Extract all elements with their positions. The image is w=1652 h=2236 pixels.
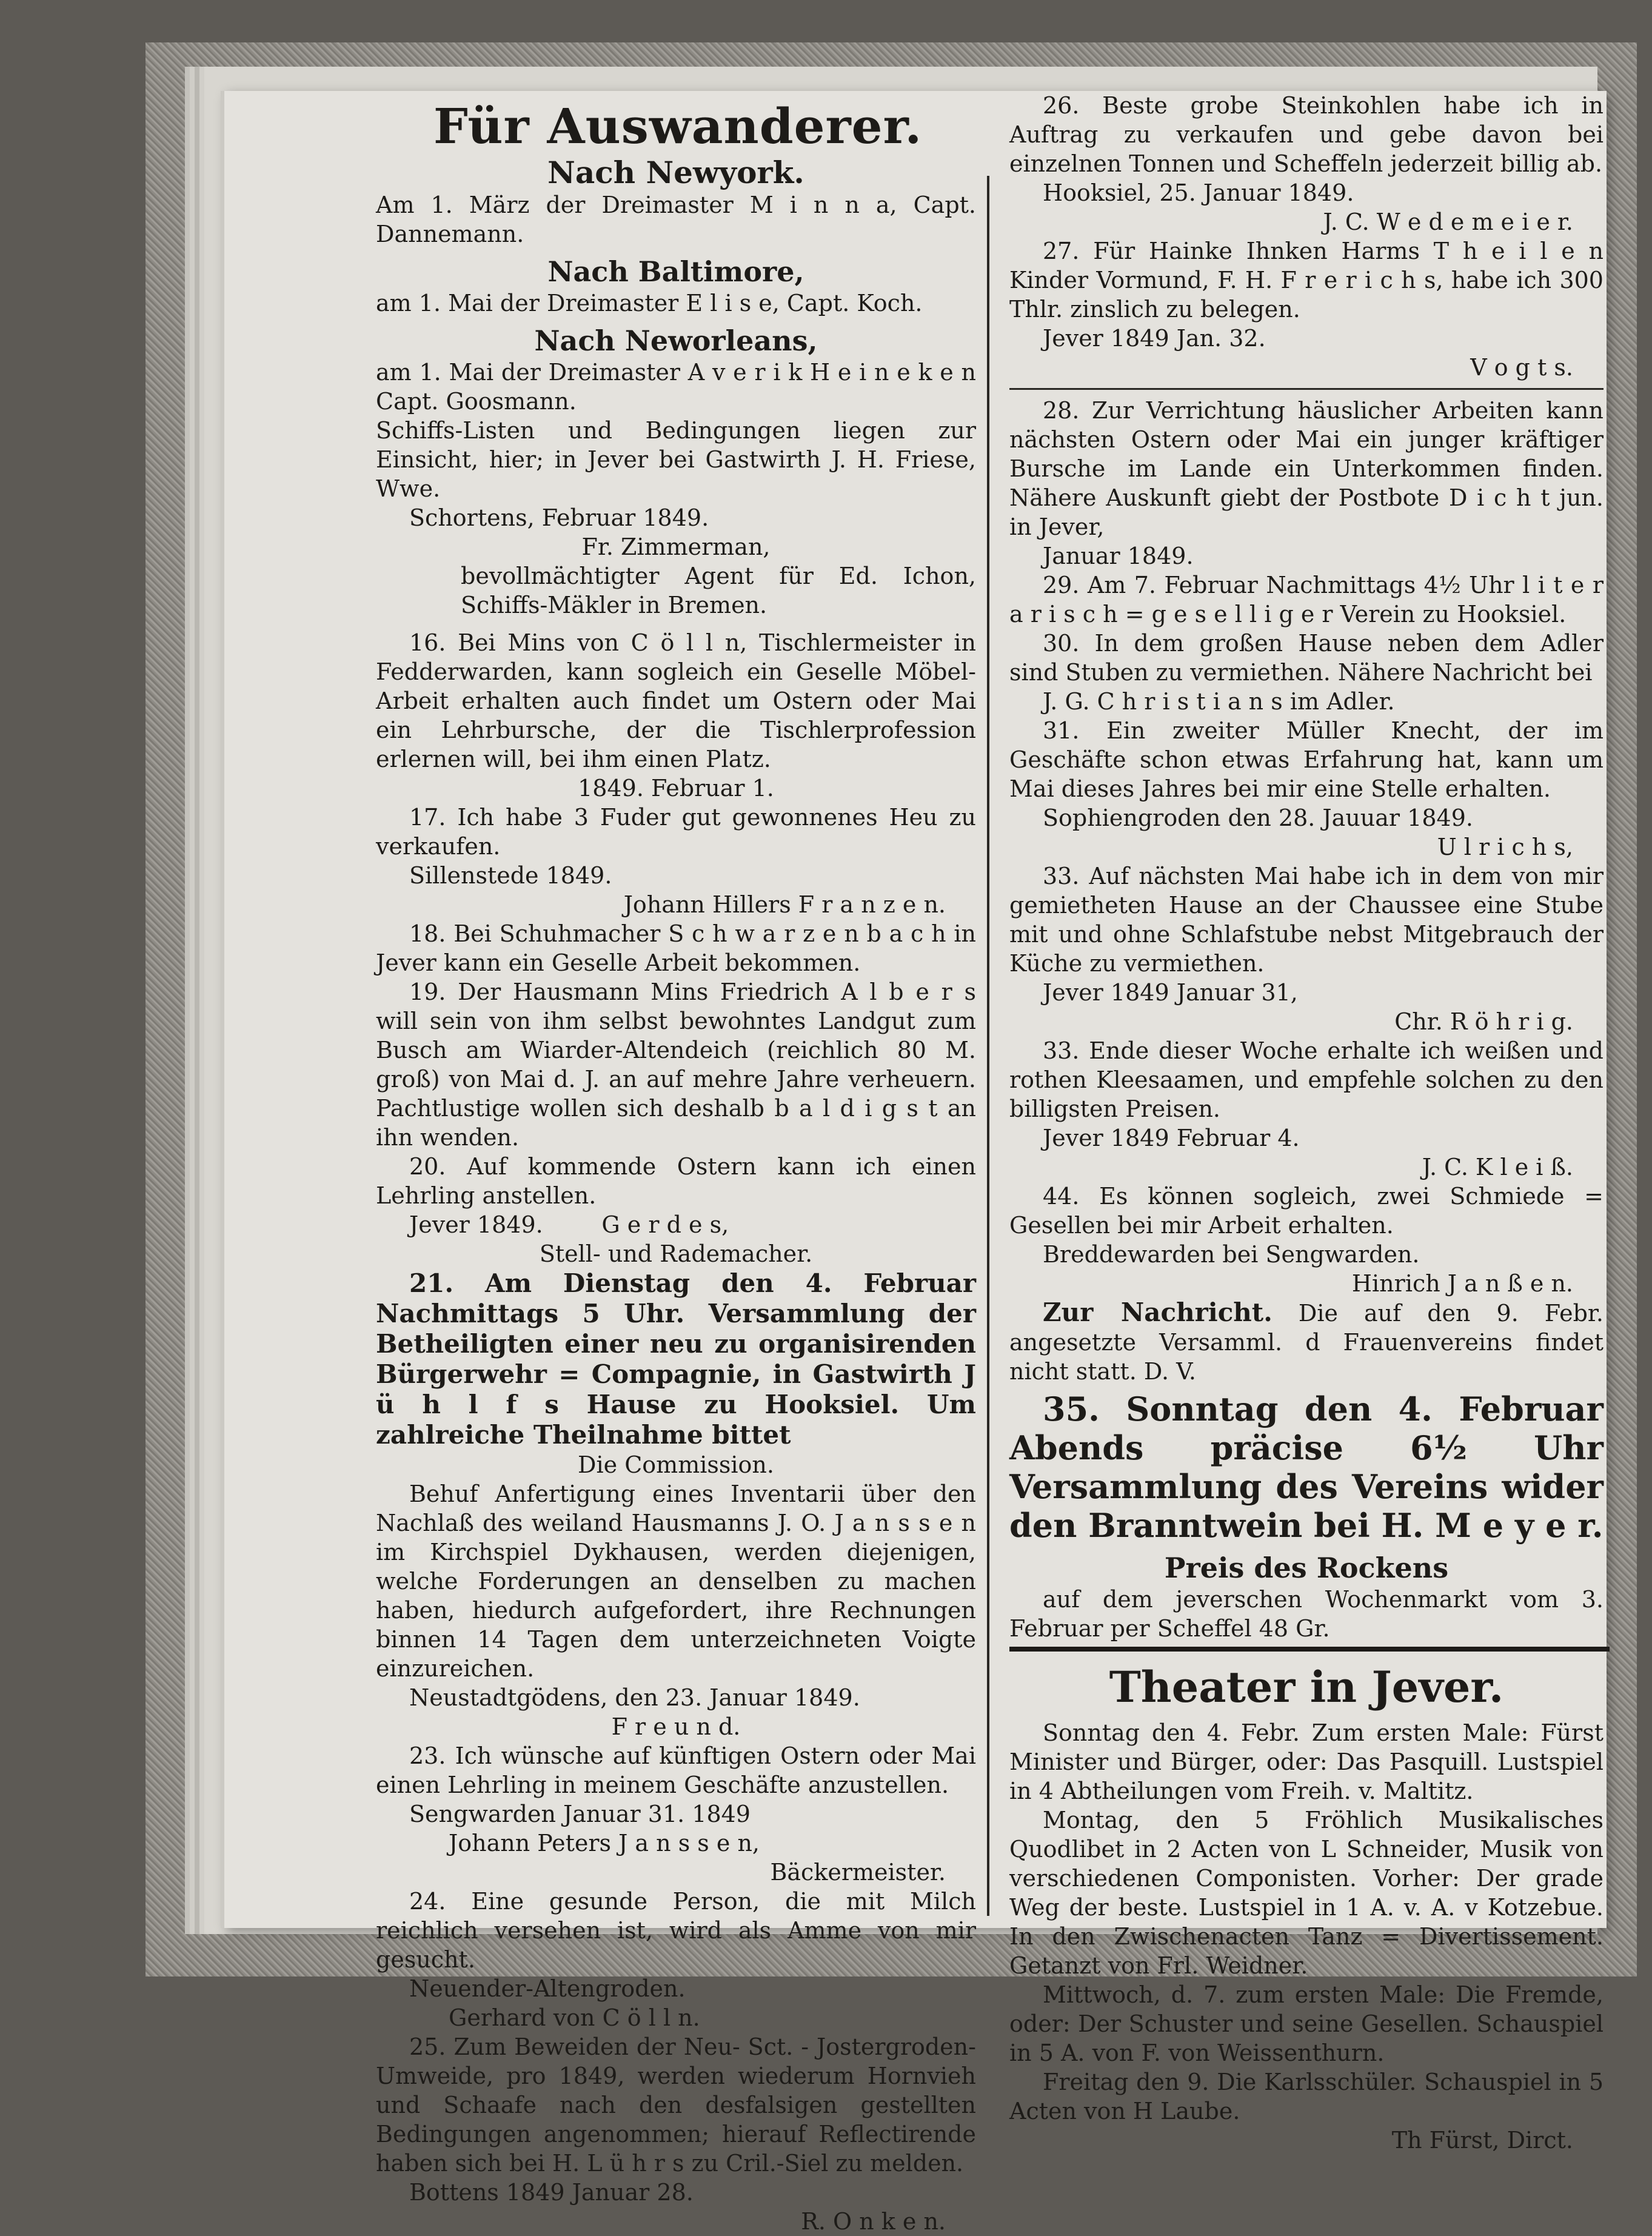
ad-17: 17. Ich habe 3 Fuder gut gewonnenes Heu zu verkaufen. [376,804,976,860]
ad-19: 19. Der Hausmann Mins Friedrich A l b e r s will sein von ihm selbst bewohntes Landgut zum Busch am Wiarder-Altendeich (reichlich 80 M. groß) von Mai d. J. an auf mehre Jahre verheuern. Pachtlustige wollen sich deshalb b a l d i g s t an ihn wenden. [376,979,976,1151]
theater-sunday: Sonntag den 4. Febr. Zum ersten Male: Fürst Minister und Bürger, oder: Das Pasquill. Lustspiel in 4 Abtheilungen vom Freih. v. Maltitz. [1009,1719,1604,1804]
ad-31-signature: U l r i c h s, [1437,834,1573,860]
ad-29: 29. Am 7. Februar Nachmittags 4½ Uhr l i t e r a r i s c h = g e s e l l i g e r Verein zu Hooksiel. [1009,572,1604,628]
text-conditions: Schiffs-Listen und Bedingungen liegen zur Einsicht, hier; in Jever bei Gastwirth J. H. Friese, Wwe. [376,417,976,502]
theater-wednesday: Mittwoch, d. 7. zum ersten Male: Die Fremde, oder: Der Schuster und seine Gesellen. Schauspiel in 5 A. von F. von Weissenthurn. [1009,1981,1604,2066]
ad-30: 30. In dem großen Hause neben dem Adler sind Stuben zu vermiethen. Nähere Nachricht bei [1009,630,1604,686]
ad-20: 20. Auf kommende Ostern kann ich einen Lehrling anstellen. [376,1153,976,1209]
theater-signature: Th Fürst, Dirct. [1391,2127,1573,2154]
ad-25-date: Bottens 1849 Januar 28. [409,2179,694,2206]
text-preis: auf dem jeverschen Wochenmarkt vom 3. Februar per Scheffel 48 Gr. [1009,1586,1604,1642]
ad-35: 35. Sonntag den 4. Februar Abends präcise 6½ Uhr Versammlung des Vereins wider den Branntwein bei H. M e y e r. [1009,1390,1604,1545]
rule-theater [1009,1647,1610,1652]
ad-24-place: Neuender-Altengroden. [409,1975,686,2002]
notice-inventar-signature: F r e u n d. [611,1713,741,1740]
notice-nachricht [1009,1298,1604,1386]
ad-44: 44. Es können sogleich, zwei Schmiede = Gesellen bei mir Arbeit erhalten. [1009,1183,1604,1239]
ad-23: 23. Ich wünsche auf künftigen Ostern oder Mai einen Lehrling in meinem Geschäfte anzustellen. [376,1742,976,1798]
page-title: Für Auswanderer. [433,98,923,155]
ad-26: 26. Beste grobe Steinkohlen habe ich in Auftrag zu verkaufen und gebe davon bei einzelnen Tonnen und Scheffeln jederzeit billig ab. [1009,92,1604,177]
ad-24-signature: Gerhard von C ö l l n. [449,2004,700,2031]
notice-nachricht-label: Zur Nachricht. [1043,1297,1272,1327]
ad-23-signature-2: Bäckermeister. [770,1859,946,1886]
theater-monday: Montag, den 5 Fröhlich Musikalisches Quodlibet in 2 Acten von L Schneider, Musik von verschiedenen Componisten. Vorher: Der grade Weg der beste. Lustspiel in 1 A. v. A. v Kotzebue. In den Zwischenacten Tanz = Divertissement. Getanzt von Frl. Weidner. [1009,1807,1604,1979]
ad-23-signature: Johann Peters J a n s s e n, [449,1830,760,1856]
ad-44-place: Breddewarden bei Sengwarden. [1043,1241,1420,1268]
text-baltimore: am 1. Mai der Dreimaster E l i s e, Capt. Koch. [376,290,923,316]
ad-31: 31. Ein zweiter Müller Knecht, der im Geschäfte schon etwas Erfahrung hat, kann um Mai dieses Jahres bei mir eine Stelle erhalten. [1009,717,1604,802]
ad-17-place: Sillenstede 1849. [409,862,612,889]
rule-ad-27 [1009,388,1604,390]
heading-preis: Preis des Rockens [1164,1551,1449,1584]
ad-33a: 33. Auf nächsten Mai habe ich in dem von mir gemietheten Hause an der Chaussee eine Stube mit und ohne Schlafstube nebst Mitgebrauch der Küche zu vermiethen. [1009,863,1604,977]
ad-26-date: Hooksiel, 25. Januar 1849. [1043,179,1354,206]
ad-27-signature: V o g t s. [1470,354,1573,381]
ad-33b: 33. Ende dieser Woche erhalte ich weißen und rothen Kleesaamen, und empfehle solchen zu den billigsten Preisen. [1009,1037,1604,1122]
ad-21-signature: Die Commission. [578,1451,774,1478]
ad-16: 16. Bei Mins von C ö l l n, Tischlermeister in Fedderwarden, kann sogleich ein Geselle Möbel-Arbeit erhalten auch findet um Ostern oder Mai ein Lehrbursche, der die Tischlerprofession erlernen will, bei ihm einen Platz. [376,629,976,772]
right-column [1009,91,1604,2155]
theater-friday: Freitag den 9. Die Karlsschüler. Schauspiel in 5 Acten von H Laube. [1009,2069,1604,2124]
ad-20-signature: G e r d e s, [601,1211,729,1238]
notice-inventar-date: Neustadtgödens, den 23. Januar 1849. [409,1684,860,1711]
heading-theater: Theater in Jever. [1109,1662,1504,1712]
ad-44-signature: Hinrich J a n ß e n. [1351,1270,1573,1297]
text-newyork: Am 1. März der Dreimaster M i n n a, Capt. Dannemann. [376,192,976,247]
ad-20-date [376,1210,976,1239]
text-agent: bevollmächtigter Agent für Ed. Ichon, Schiffs-Mäkler in Bremen. [461,563,976,618]
ad-21: 21. Am Dienstag den 4. Februar Nachmittags 5 Uhr. Versammlung der Betheiligten einer neu zu organisirenden Bürgerwehr = Compagnie, in Gastwirth J ü h l f s Hause zu Hooksiel. Um zahlreiche Theilnahme bittet [376,1268,976,1450]
notice-inventar: Behuf Anfertigung eines Inventarii über den Nachlaß des weiland Hausmanns J. O. J a n s s e n im Kirchspiel Dykhausen, werden diejenigen, welche Forderungen an denselben zu machen haben, hiedurch aufgefordert, ihre Rechnungen binnen 14 Tagen dem unterzeichneten Voigte einzureichen. [376,1481,976,1682]
ad-33a-date: Jever 1849 Januar 31, [1043,979,1298,1006]
ad-20-date-text: Jever 1849. [409,1211,543,1238]
heading-newyork: Nach Newyork. [547,155,804,190]
ad-23-date: Sengwarden Januar 31. 1849 [409,1801,751,1827]
ad-18: 18. Bei Schuhmacher S c h w a r z e n b a c h in Jever kann ein Geselle Arbeit bekommen. [376,920,976,976]
ad-20-signature-2: Stell- und Rademacher. [539,1240,813,1267]
ad-30-signature: J. G. C h r i s t i a n s im Adler. [1043,688,1395,715]
ad-28: 28. Zur Verrichtung häuslicher Arbeiten kann nächsten Ostern oder Mai ein junger kräftiger Bursche im Lande ein Unterkommen finden. Nähere Auskunft giebt der Postbote D i c h t jun. in Jever, [1009,397,1604,540]
ad-17-signature: Johann Hillers F r a n z e n. [623,891,946,918]
ad-24: 24. Eine gesunde Person, die mit Milch reichlich versehen ist, wird als Amme von mir gesucht. [376,1888,976,1973]
signature-zimmerman: Fr. Zimmerman, [581,534,771,560]
heading-baltimore: Nach Baltimore, [547,255,804,288]
ad-33b-signature: J. C. K l e i ß. [1422,1154,1573,1180]
left-column [376,91,976,2236]
ad-25-signature: R. O n k e n. [801,2208,946,2235]
ad-33b-date: Jever 1849 Februar 4. [1043,1125,1300,1151]
ad-28-date: Januar 1849. [1043,543,1194,569]
ad-27-date: Jever 1849 Jan. 32. [1043,325,1266,352]
heading-neworleans: Nach Neworleans, [534,324,818,357]
ad-16-date: 1849. Februar 1. [578,775,774,802]
text-neworleans: am 1. Mai der Dreimaster A v e r i k H e i n e k e n Capt. Goosmann. [376,359,976,415]
date-schortens: Schortens, Februar 1849. [409,504,709,531]
ad-31-date: Sophiengroden den 28. Jauuar 1849. [1043,805,1473,831]
ad-25: 25. Zum Beweiden der Neu- Sct. - Jostergroden-Umweide, pro 1849, werden wiederum Hornvieh und Schaafe nach den desfalsigen gestellten Bedingungen angenommen; hierauf Reflectirende haben sich bei H. L ü h r s zu Cril.-Siel zu melden. [376,2033,976,2177]
column-divider [987,176,989,1916]
ad-33a-signature: Chr. R ö h r i g. [1394,1008,1573,1035]
ad-27: 27. Für Hainke Ihnken Harms T h e i l e n Kinder Vormund, F. H. F r e r i c h s, habe ich 300 Thlr. zinslich zu belegen. [1009,238,1604,323]
ad-26-signature: J. C. W e d e m e i e r. [1323,209,1573,235]
notice-nachricht-text: Die auf den 9. Febr. angesetzte Versamml. d Frauenvereins findet nicht statt. D. V. [1009,1300,1604,1385]
